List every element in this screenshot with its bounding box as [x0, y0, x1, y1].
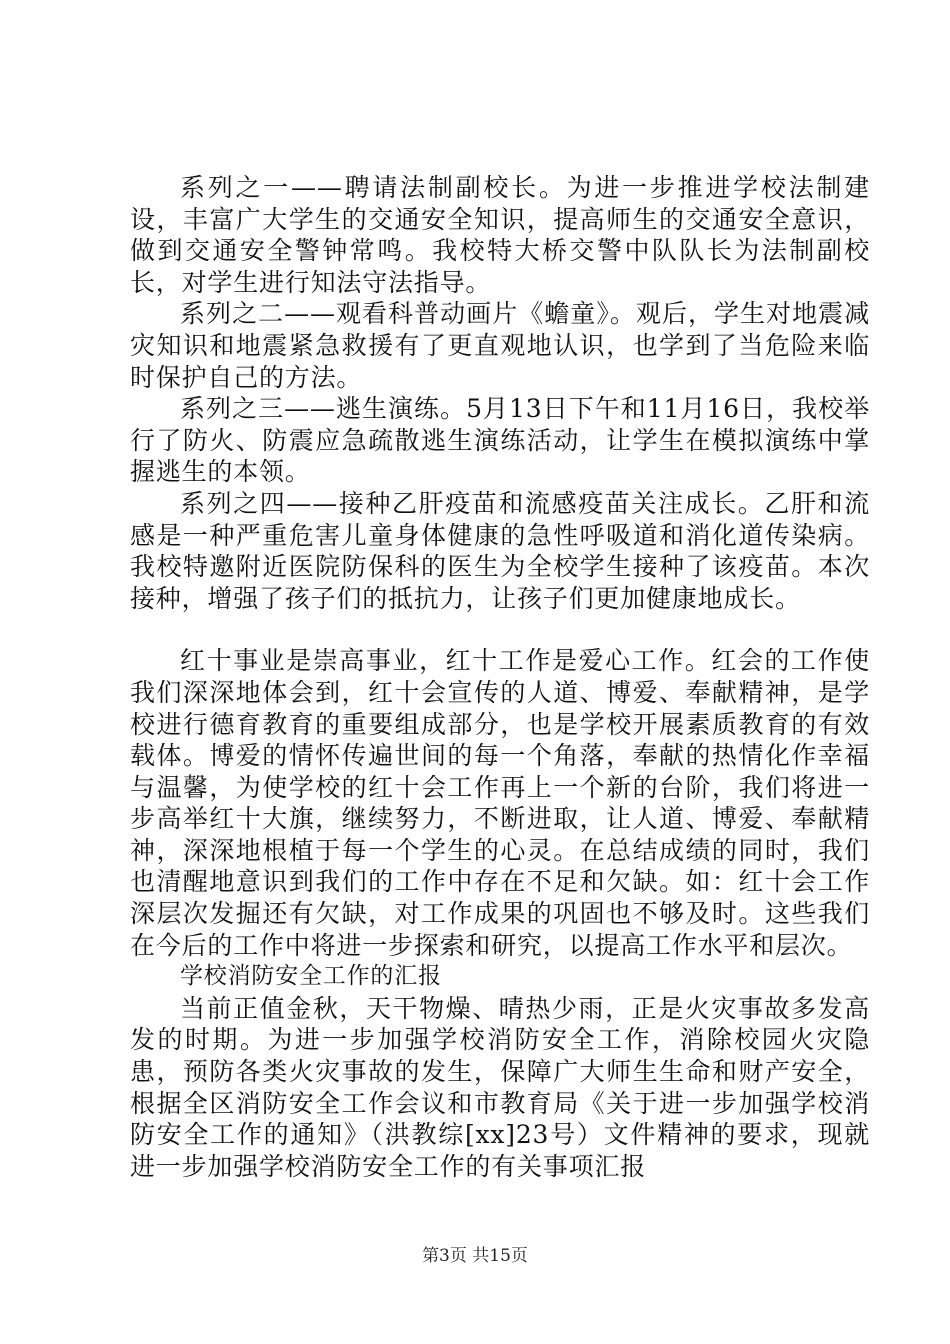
paragraph-series-3: 系列之三——逃生演练。5月13日下午和11月16日，我校举行了防火、防震应急疏散逃生演练活动，让学生在模拟演练中掌握逃生的本领。 — [130, 394, 870, 487]
paragraph-fire-safety-intro: 当前正值金秋，天干物燥、晴热少雨，正是火灾事故多发高发的时期。为进一步加强学校消防安全工作，消除校园火灾隐患，预防各类火灾事故的发生，保障广大师生生命和财产安全，根据全区消防安全工作会议和市教育局《关于进一步加强学校消防安全工作的通知》（洪教综[xx]23号）文件精神的要求，现就进一步加强学校消防安全工作的有关事项汇报 — [130, 993, 870, 1181]
paragraph-series-2: 系列之二——观看科普动画片《蟾童》。观后，学生对地震减灾知识和地震紧急救援有了更直观地认识，也学到了当危险来临时保护自己的方法。 — [130, 299, 870, 392]
paragraph-series-1: 系列之一——聘请法制副校长。为进一步推进学校法制建设，丰富广大学生的交通安全知识，提高师生的交通安全意识，做到交通安全警钟常鸣。我校特大桥交警中队队长为法制副校长，对学生进行知法守法指导。 — [130, 173, 870, 297]
document-body — [130, 172, 870, 1182]
paragraph-spacer — [130, 614, 870, 645]
section-heading-fire-safety-report: 学校消防安全工作的汇报 — [180, 963, 442, 990]
page-number-footer: 第3页 共15页 — [422, 1246, 528, 1266]
paragraph-series-4: 系列之四——接种乙肝疫苗和流感疫苗关注成长。乙肝和流感是一种严重危害儿童身体健康的急性呼吸道和消化道传染病。我校特邀附近医院防保科的医生为全校学生接种了该疫苗。本次接种，增强了孩子们的抵抗力，让孩子们更加健康地成长。 — [130, 488, 870, 613]
paragraph-red-cross-summary: 红十事业是崇高事业，红十工作是爱心工作。红会的工作使我们深深地体会到，红十会宣传的人道、博爱、奉献精神，是学校进行德育教育的重要组成部分，也是学校开展素质教育的有效载体。博爱的情怀传遍世间的每一个角落，奉献的热情化作幸福与温馨，为使学校的红十会工作再上一个新的台阶，我们将进一步高举红十大旗，继续努力，不断进取，让人道、博爱、奉献精神，深深地根植于每一个学生的心灵。在总结成绩的同时，我们也清醒地意识到我们的工作中存在不足和欠缺。如：红十会工作深层次发掘还有欠缺，对工作成果的巩固也不够及时。这些我们在今后的工作中将进一步探索和研究，以提高工作水平和层次。 — [130, 646, 870, 960]
